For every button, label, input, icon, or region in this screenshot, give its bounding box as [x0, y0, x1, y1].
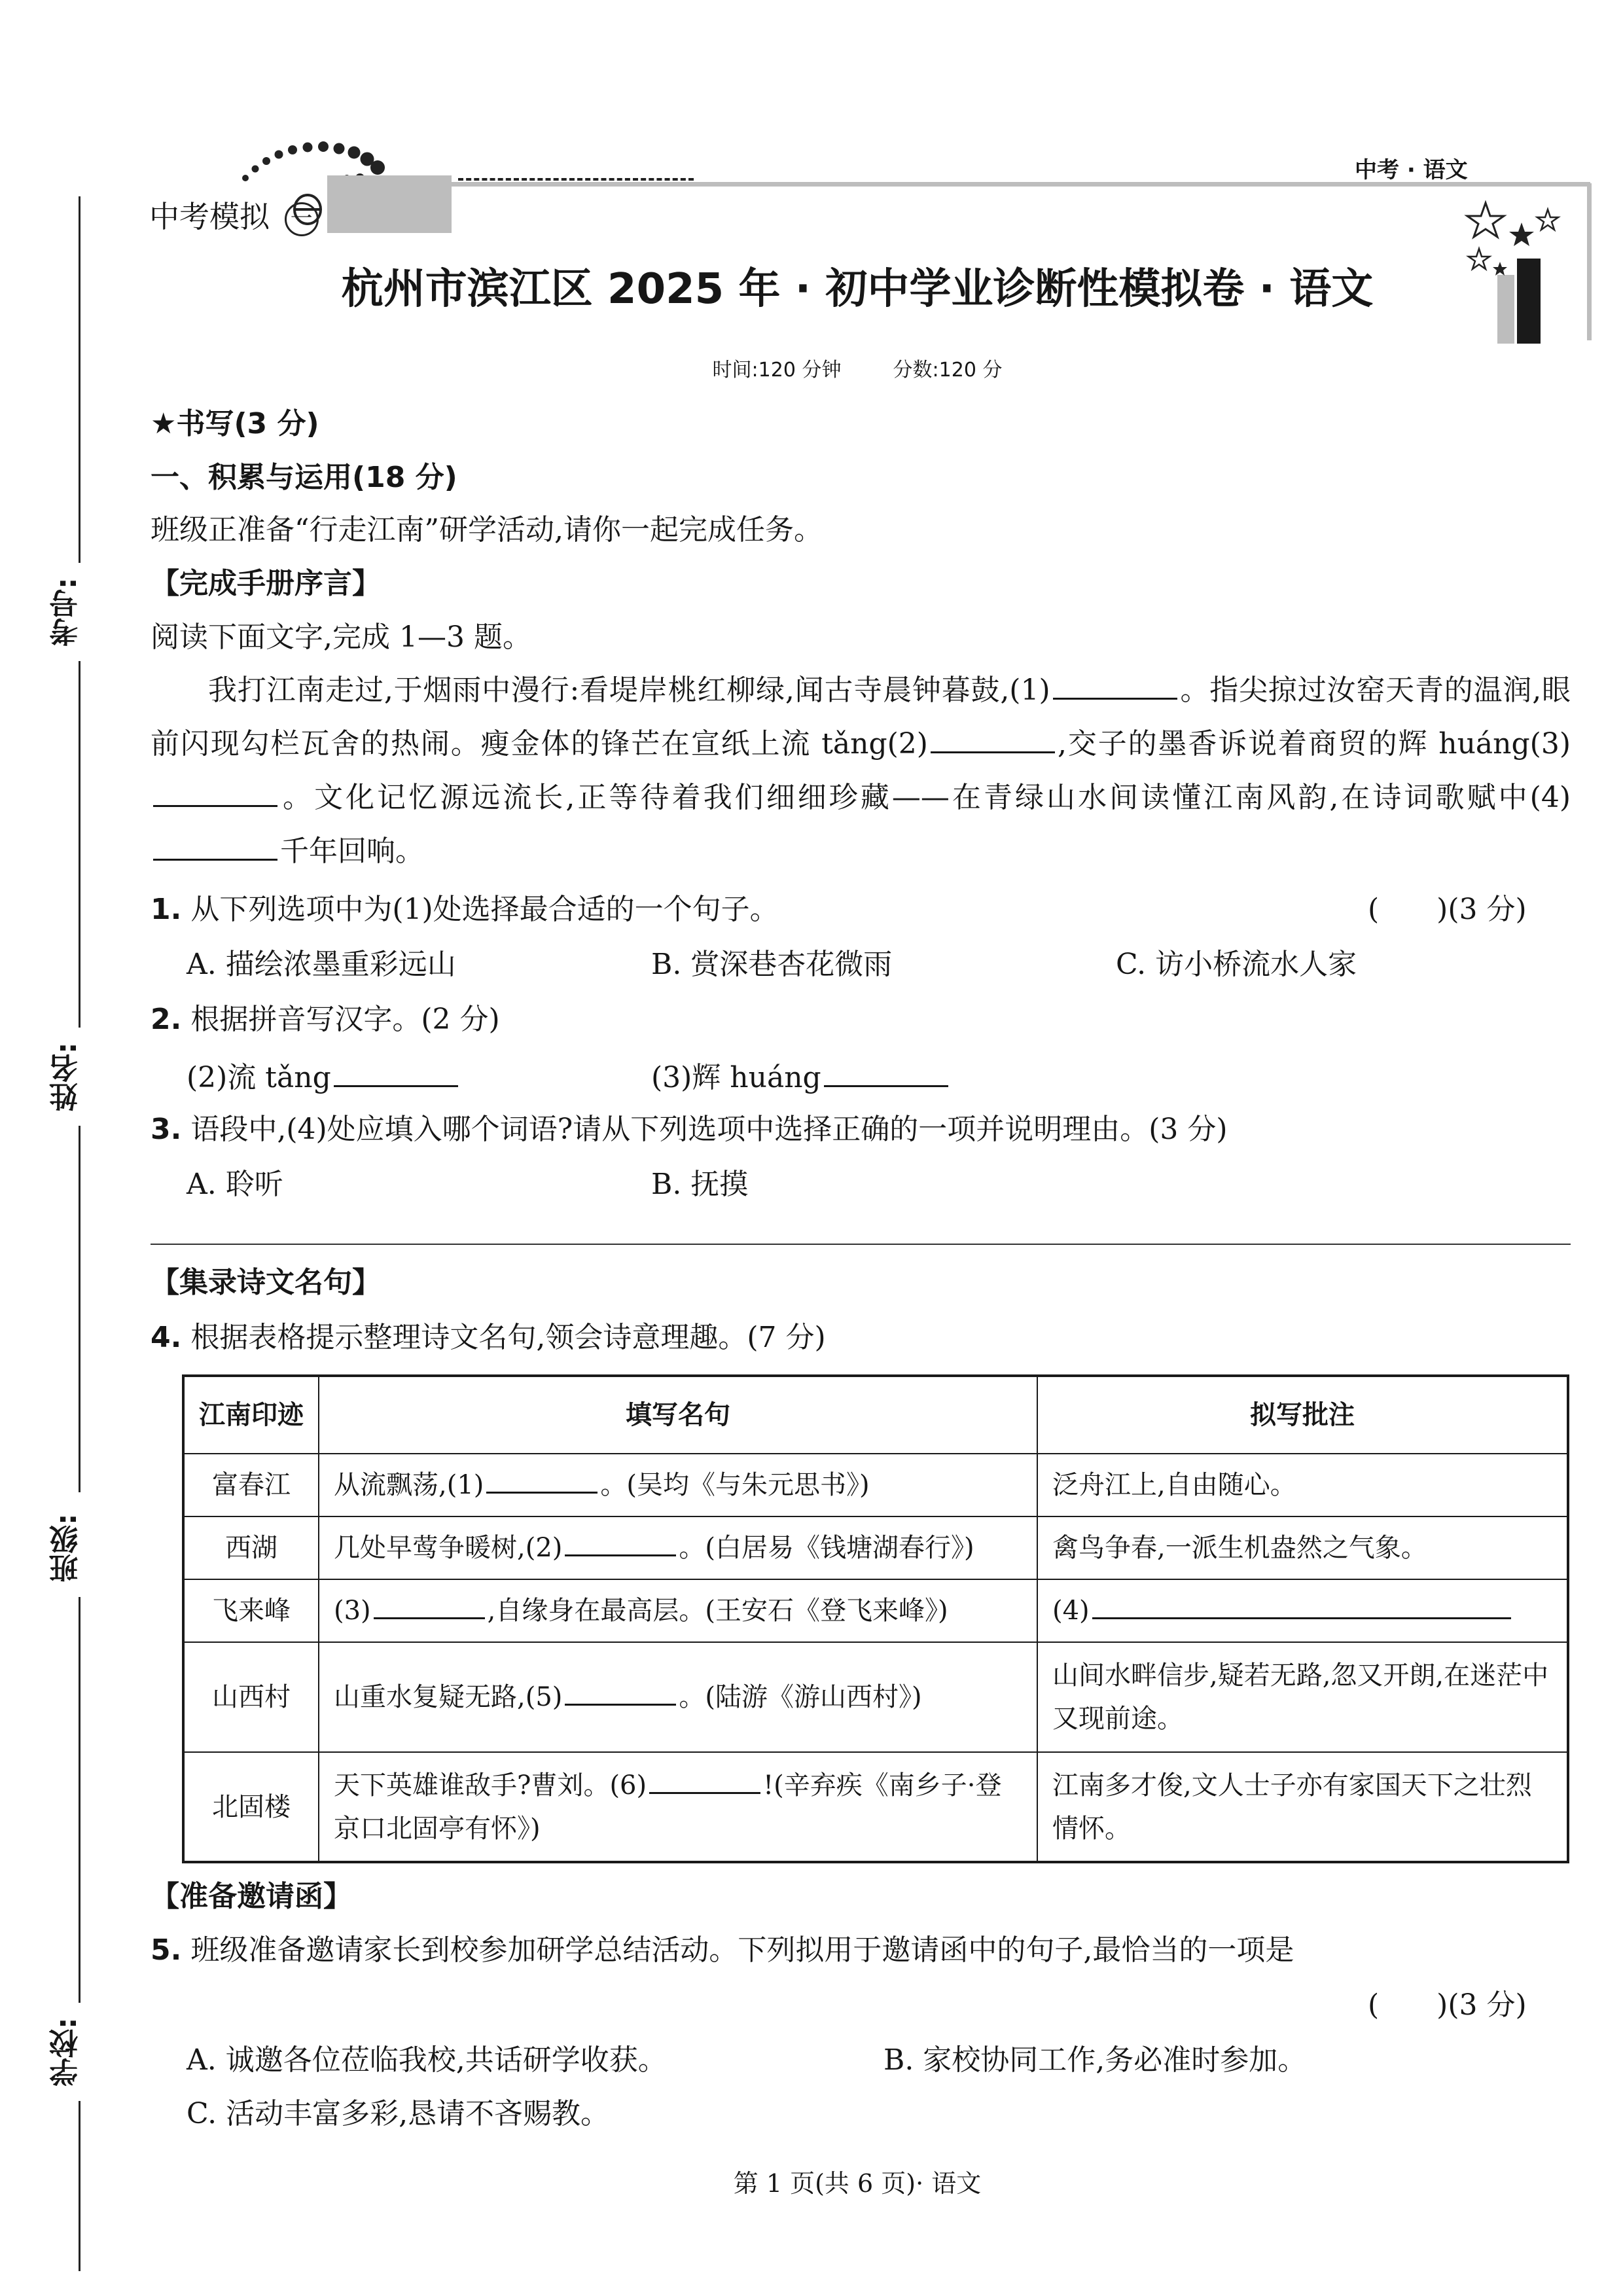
section-intro: 班级正准备“行走江南”研学活动,请你一起完成任务。 [151, 513, 823, 547]
task-heading-preface: 【完成手册序言】 [151, 567, 381, 600]
label-school: 学校: [50, 2017, 83, 2087]
q5-option-c[interactable]: C. 活动丰富多彩,恳请不吝赐教。 [187, 2097, 610, 2130]
q5-option-a[interactable]: A. 诚邀各位莅临我校,共话研学收获。 [187, 2043, 667, 2077]
row-note: 禽鸟争春,一派生机盎然之气象。 [1037, 1516, 1568, 1579]
row-sentence: 山重水复疑无路,(5) 。(陆游《游山西村》) [319, 1642, 1037, 1752]
table-row [183, 1516, 1568, 1579]
table-blank-5[interactable] [565, 1677, 676, 1706]
label-exam-number: 考号: [50, 577, 83, 647]
table-row [183, 1579, 1568, 1642]
header-grey-block [327, 175, 452, 233]
question-4: 4. 根据表格提示整理诗文名句,领会诗意理趣。(7 分) [151, 1321, 826, 1354]
read-hint: 阅读下面文字,完成 1—3 题。 [151, 620, 531, 654]
question-1: 1. 从下列选项中为(1)处选择最合适的一个句子。 [151, 893, 779, 926]
row-note: (4) [1037, 1579, 1568, 1642]
row-sentence: (3) ,自缘身在最高层。(王安石《登飞来峰》) [319, 1579, 1037, 1642]
question-3: 3. 语段中,(4)处应填入哪个词语?请从下列选项中选择正确的一项并说明理由。(3 分) [151, 1113, 1228, 1146]
label-name: 姓名: [50, 1042, 83, 1111]
passage: 我打江南走过,于烟雨中漫行:看堤岸桃红柳绿,闻古寺晨钟暮鼓,(1) 。指尖掠过汝窑天青的温润,眼前闪现勾栏瓦舍的热闹。瘦金体的锋芒在宣纸上流 tǎng(2) ,交子的墨香诉说着商贸的辉 huáng(3)。文化记忆源远流长,正等待着我们细细珍藏——在青绿山水间读懂江南风韵,在诗词歌赋中(4)千年回响。 [151, 664, 1571, 878]
binding-rule [79, 1126, 80, 1492]
table-blank-4[interactable] [1092, 1591, 1511, 1619]
exam-score: 分数:120 分 [893, 359, 1003, 382]
series-label: 中考模拟 一 [149, 193, 319, 236]
row-note: 泛舟江上,自由随心。 [1037, 1454, 1568, 1516]
row-note: 江南多才俊,文人士子亦有家国天下之壮烈情怀。 [1037, 1752, 1568, 1862]
row-place: 富春江 [183, 1454, 319, 1516]
blank-3[interactable] [153, 775, 277, 807]
task-heading-poems: 【集录诗文名句】 [151, 1266, 381, 1299]
q1-option-b[interactable]: B. 赏深巷杏花微雨 [651, 948, 893, 981]
row-place: 西湖 [183, 1516, 319, 1579]
table-row [183, 1752, 1568, 1862]
subject-tag: 中考 · 语文 [1355, 157, 1468, 183]
row-place: 北固楼 [183, 1752, 319, 1862]
label-class: 班级: [50, 1513, 83, 1583]
table-blank-3[interactable] [374, 1591, 485, 1619]
row-sentence: 几处早莺争暖树,(2) 。(白居易《钱塘湖春行》) [319, 1516, 1037, 1579]
task-heading-invitation: 【准备邀请函】 [151, 1880, 352, 1913]
exam-time: 时间:120 分钟 [712, 359, 842, 382]
section-heading: 一、积累与运用(18 分) [151, 461, 457, 494]
question-5-mark[interactable]: ( )(3 分) [1368, 1988, 1527, 2022]
table-blank-1[interactable] [486, 1465, 597, 1494]
table-row [183, 1642, 1568, 1752]
binding-rule [79, 661, 80, 1028]
q2-answer-2[interactable] [334, 1055, 458, 1087]
question-1-mark[interactable]: ( )(3 分) [1368, 893, 1527, 926]
question-5: 5. 班级准备邀请家长到校参加研学总结活动。下列拟用于邀请函中的句子,最恰当的一项是 [151, 1933, 1294, 1967]
row-place: 山西村 [183, 1642, 319, 1752]
table-blank-2[interactable] [565, 1528, 676, 1556]
page-title: 杭州市滨江区 2025 年 · 初中学业诊断性模拟卷 · 语文 [341, 265, 1374, 314]
question-2: 2. 根据拼音写汉字。(2 分) [151, 1003, 500, 1036]
blank-1[interactable] [1053, 668, 1177, 700]
poem-table [182, 1374, 1569, 1863]
blank-2[interactable] [931, 721, 1055, 753]
table-row [183, 1454, 1568, 1516]
series-number-badge: 一 [285, 202, 319, 236]
blank-4[interactable] [153, 829, 277, 861]
q2-item-3: (3)辉 huáng [651, 1055, 951, 1098]
answer-divider [151, 1244, 1571, 1245]
exam-meta [0, 353, 1623, 382]
row-place: 飞来峰 [183, 1579, 319, 1642]
binding-rule [79, 1597, 80, 2003]
q2-answer-3[interactable] [824, 1055, 948, 1087]
col-header-place: 江南印迹 [183, 1376, 319, 1454]
col-header-note: 拟写批注 [1037, 1376, 1568, 1454]
binding-rule [79, 196, 80, 563]
col-header-sentence: 填写名句 [319, 1376, 1037, 1454]
row-sentence: 从流飘荡,(1) 。(吴均《与朱元思书》) [319, 1454, 1037, 1516]
table-blank-6[interactable] [649, 1766, 760, 1794]
table-header-row [183, 1376, 1568, 1454]
row-sentence: 天下英雄谁敌手?曹刘。(6) !(辛弃疾《南乡子·登京口北固亭有怀》) [319, 1752, 1037, 1862]
q5-option-b[interactable]: B. 家校协同工作,务必准时参加。 [883, 2043, 1307, 2077]
q1-option-a[interactable]: A. 描绘浓墨重彩远山 [187, 948, 456, 981]
q3-option-b[interactable]: B. 抚摸 [651, 1168, 749, 1201]
q3-option-a[interactable]: A. 聆听 [187, 1168, 283, 1201]
q2-item-2: (2)流 tǎng [187, 1055, 461, 1098]
q1-option-c[interactable]: C. 访小桥流水人家 [1116, 948, 1357, 981]
row-note: 山间水畔信步,疑若无路,忽又开朗,在迷茫中又现前途。 [1037, 1642, 1568, 1752]
header-dash-line [458, 178, 694, 181]
writing-note: ★书写(3 分) [151, 407, 319, 440]
page-footer: 第 1 页(共 6 页)· 语文 [733, 2169, 982, 2198]
